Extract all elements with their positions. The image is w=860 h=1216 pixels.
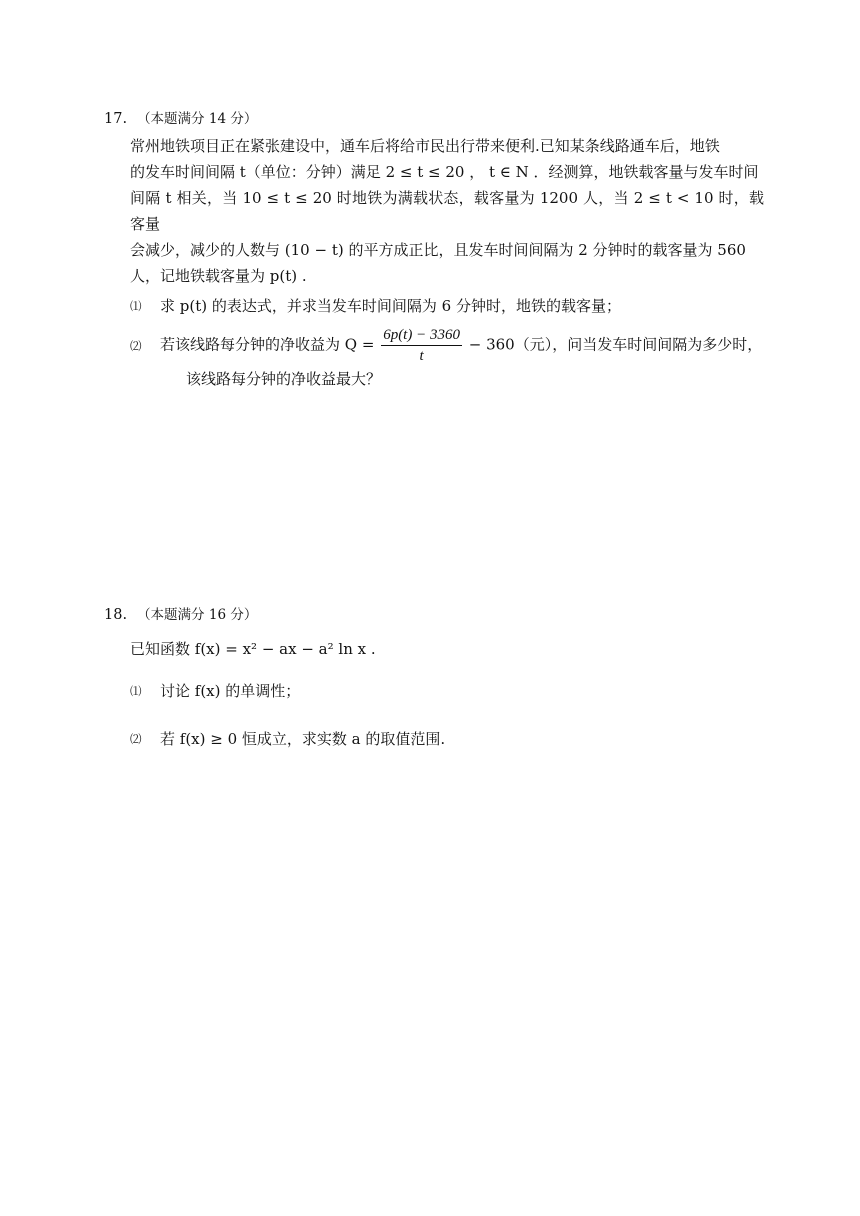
problem-17-line: 会减少，减少的人数与 (10 − t) 的平方成正比，且发车时间间隔为 2 分钟时的载客量为 560 [130, 241, 746, 259]
problem-17-subquestion-2 [104, 325, 764, 392]
problem-17-body [104, 133, 764, 289]
problem-18-number: 18. [104, 607, 128, 623]
problem-17-subquestion-1 [104, 293, 764, 319]
problem-17-header [104, 106, 764, 132]
problem-18 [104, 602, 764, 752]
fraction-numerator: 6p(t) − 3360 [381, 325, 462, 346]
subquestion-marker: ⑴ [130, 684, 142, 698]
problem-18-score: （本题满分 16 分） [137, 607, 258, 623]
problem-17-line: 的发车时间间隔 t（单位：分钟）满足 2 ≤ t ≤ 20 ， t ∈ N ．经测算，地铁载客量与发车时间 [130, 163, 759, 181]
problem-18-statement: 已知函数 f(x) = x² − ax − a² ln x . [130, 640, 376, 658]
problem-17-number: 17. [104, 111, 128, 127]
problem-17 [104, 106, 764, 392]
problem-17-score: （本题满分 14 分） [137, 111, 258, 127]
problem-18-subquestion-1 [104, 678, 764, 704]
q2-prefix: 若该线路每分钟的净收益为 Q = [160, 335, 375, 354]
problem-18-header [104, 602, 764, 628]
problem-17-line: 常州地铁项目正在紧张建设中，通车后将给市民出行带来便利.已知某条线路通车后，地铁 [130, 137, 720, 155]
q2-suffix: − 360（元），问当发车时间间隔为多少时， [468, 335, 763, 354]
subquestion-text: 求 p(t) 的表达式，并求当发车时间间隔为 6 分钟时，地铁的载客量； [160, 297, 621, 315]
problem-17-line: 人，记地铁载客量为 p(t) . [130, 267, 307, 285]
problem-18-body [104, 636, 764, 662]
subquestion-text: 讨论 f(x) 的单调性； [160, 682, 301, 700]
subquestion-marker: ⑴ [130, 299, 142, 313]
subquestion-text: 若 f(x) ≥ 0 恒成立，求实数 a 的取值范围. [160, 730, 446, 748]
subquestion-marker: ⑵ [130, 339, 142, 353]
subquestion-text [130, 325, 764, 366]
problem-18-subquestion-2 [104, 726, 764, 752]
subquestion-marker: ⑵ [130, 732, 142, 746]
fraction-denominator: t [419, 348, 424, 364]
problem-17-line: 间隔 t 相关，当 10 ≤ t ≤ 20 时地铁为满载状态，载客量为 1200 人，当 2 ≤ t < 10 时，载客量 [130, 189, 764, 233]
subquestion-continuation: 该线路每分钟的净收益最大？ [186, 370, 382, 388]
net-revenue-fraction [381, 325, 462, 366]
